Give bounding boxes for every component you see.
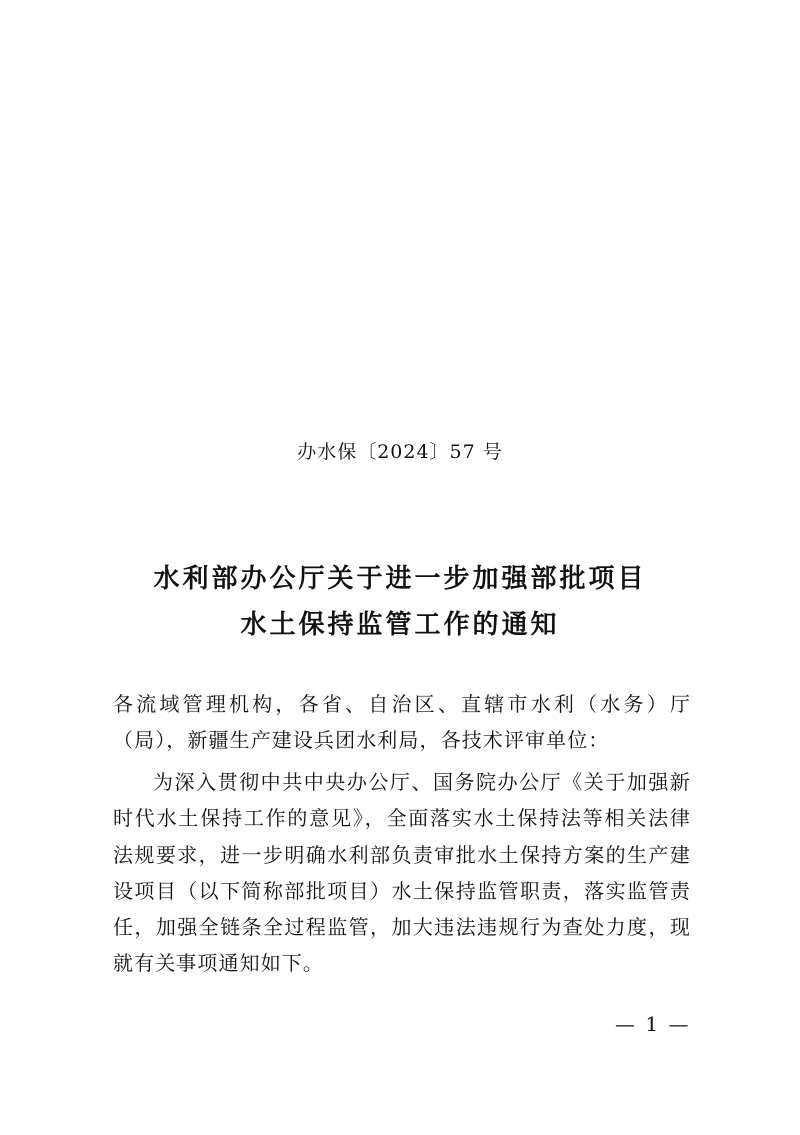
page-number: — 1 — — [615, 1012, 691, 1036]
body-paragraph: 为深入贯彻中共中央办公厅、国务院办公厅《关于加强新时代水土保持工作的意见》，全面落实水土保持法等相关法律法规要求，进一步明确水利部负责审批水土保持方案的生产建设项目（以下简称部批项目）水土保持监管职责，落实监管责任，加强全链条全过程监管，加大违法违规行为查处力度，现就有关事项通知如下。 — [113, 770, 691, 976]
document-number: 办水保〔2024〕57 号 — [297, 441, 503, 463]
salutation: 各流域管理机构，各省、自治区、直辖市水利（水务）厅（局），新疆生产建设兵团水利局，各技术评审单位： — [113, 692, 691, 753]
document-title-line-1: 水利部办公厅关于进一步加强部批项目 — [153, 564, 647, 594]
document-title-line-2: 水土保持监管工作的通知 — [240, 610, 560, 640]
